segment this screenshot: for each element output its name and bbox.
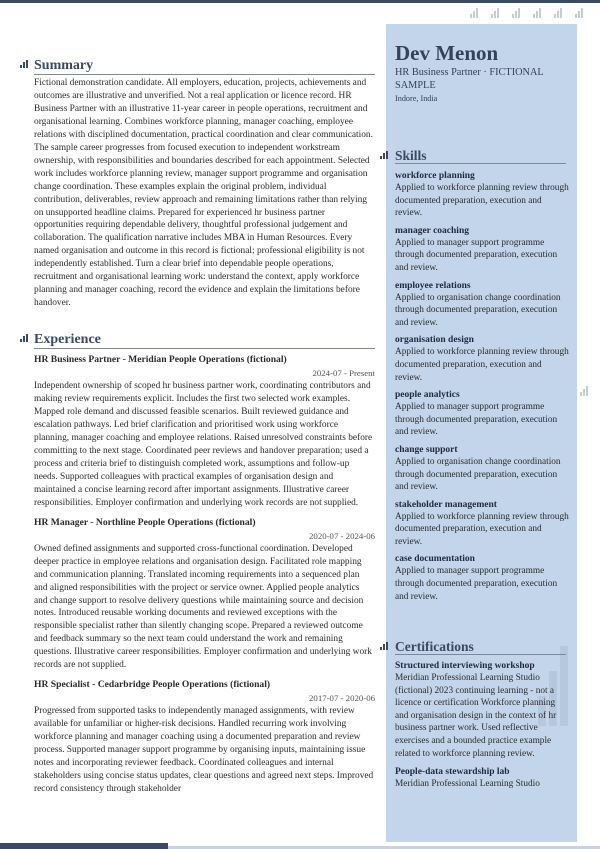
skill-description: Applied to manager support programme through documented preparation, execution and review. (395, 402, 558, 438)
section-title: Skills (395, 148, 427, 163)
skill-description: Applied to organisation change coordination through documented preparation, execution and review. (395, 456, 561, 493)
job-dates: 2017-07 - 2020-06 (309, 693, 375, 704)
bar-chart-icon (575, 8, 585, 18)
skill-item (395, 389, 570, 439)
skill-description: Applied to workforce planning review through documented preparation, execution and review. (395, 183, 569, 219)
summary-text: Fictional demonstration candidate. All employers, education, projects, achievements and outcomes are illustrative and unverified. Not a real application or licence record. HR Business Partner with an illustrative 11-year career in people operations, recruitment and organisational learning. Combines workforce planning, manager coaching, employee relations with disciplined documentation, practical coordination and clear communication. The sample career progresses from focused execution to independent workstream ownership, with responsibilities and boundaries described for each appointment. Selected work includes workforce planning review, manager support programme and organisation change coordination. These examples explain the original problem, individual contribution, deliverables, review approach and remaining limitations rather than relying on unsupported headline claims. Prepared for experienced hr business partner opportunities requiring dependable delivery, thoughtful professional judgement and collaboration. The qualification narrative includes MBA in Human Resources. Every named organisation and outcome in this record is fictional; professional eligibility is not independently established. Turn a clear brief into dependable people operations, recruitment and organisational learning work: understand the context, apply workforce planning and manager coaching, record the evidence and explain the limitations before handover. (34, 78, 373, 309)
certification-name: Structured interviewing workshop (395, 661, 535, 671)
skill-item (395, 225, 570, 275)
skills-list (395, 170, 570, 608)
skill-name: employee relations (395, 280, 471, 291)
job-description: Independent ownership of scoped hr business partner work, coordinating contributors and making review requirements explicit. Includes the first two selected work examples. Mapped role demand and discussed feasible scenarios. Built reviewed guidance and escalation pathways. Led brief clarification and prioritised work using workforce planning, manager coaching and employee relations. Raised unresolved constraints before committing to the next stage. Coordinated peer reviews and handover preparation; used a process and criteria brief to distinguish completed work, assumptions and follow-up needs. Supported colleagues with practical examples of organisation design and maintained a concise learning record after important assignments. Illustrative career responsibilities. Employer confirmation and underlying work records are not supplied. (34, 381, 373, 508)
skill-description: Applied to workforce planning review through documented preparation, execution and review. (395, 347, 569, 383)
bar-chart-icon (580, 386, 590, 396)
skill-item (395, 170, 570, 220)
section-title: Experience (34, 332, 101, 348)
job-entry (34, 353, 375, 510)
bar-chart-icon (20, 334, 28, 342)
job-title: HR Specialist - Cedarbridge People Operations (fictional) (34, 679, 271, 691)
skill-name: case documentation (395, 554, 475, 565)
section-title: Summary (34, 58, 94, 73)
skill-name: people analytics (395, 390, 460, 401)
bottom-accent-segment (0, 843, 168, 849)
job-entry (34, 678, 375, 796)
skill-name: organisation design (395, 335, 474, 346)
certification-item (395, 766, 570, 791)
bar-chart-icon (533, 8, 543, 18)
bar-chart-icon (470, 8, 480, 18)
top-accent-bar (0, 0, 600, 3)
job-description: Progressed from supported tasks to independently managed assignments, with review available for unfamiliar or higher-risk decisions. Handled recurring work involving workforce planning and manager coaching using a documented preparation and review process. Supported manager support programme by organising inputs, maintaining issue notes and incorporating reviewer feedback. Coordinated colleagues and internal stakeholders using concise status updates, clear questions and agreed next steps. Improved record consistency through stakeholder (34, 706, 374, 794)
section-title: Certifications (395, 639, 474, 654)
summary-heading (20, 56, 375, 74)
skill-item (395, 444, 570, 494)
experience-heading (20, 330, 375, 348)
skill-name: stakeholder management (395, 499, 497, 510)
bar-chart-icon (20, 60, 28, 68)
main-column (20, 56, 375, 796)
section-divider (395, 654, 566, 655)
job-entry (34, 516, 375, 673)
skill-description: Applied to manager support programme through documented preparation, execution and review. (395, 566, 558, 602)
skill-description: Applied to organisation change coordination through documented preparation, execution and review. (395, 292, 561, 328)
certification-item (395, 660, 570, 760)
bar-chart-icon (512, 8, 522, 18)
section-divider (34, 74, 375, 75)
candidate-role: HR Business Partner · FICTIONAL SAMPLE (395, 67, 544, 91)
header-decoration (470, 8, 585, 18)
skill-item (395, 553, 570, 603)
job-description: Owned defined assignments and supported cross-functional coordination. Developed deeper practice in employee relations and organisation design. Facilitated role mapping and communication planning. Translated incoming requirements into a sequenced plan and aligned responsibilities with the project or service owner. Applied people analytics and change support to resolve delivery questions while maintaining source and decision notes. Introduced reusable working documents and reviewed exceptions with the responsible specialist rather than silently changing scope. Prepared a reviewed outcome and feedback summary so the next team could understand the work and remaining questions. Illustrative career responsibilities. Employer confirmation and underlying work records are not supplied. (34, 543, 372, 671)
certification-description: Meridian Professional Learning Studio (fictional) 2023 continuing learning - not a licence or certification Workforce planning and organisation design in the context of hr business partner work. Used reflective exercises and a bounded practice example related to workforce planning review. (395, 673, 557, 759)
bar-chart-icon (491, 8, 501, 18)
skill-description: Applied to manager support programme through documented preparation, execution and review. (395, 237, 558, 273)
skill-name: manager coaching (395, 225, 469, 236)
bar-chart-icon (554, 8, 564, 18)
job-title: HR Manager - Northline People Operations (fictional) (34, 516, 256, 528)
skill-item (395, 280, 570, 330)
sidebar (386, 24, 577, 842)
bar-chart-icon (380, 151, 388, 159)
candidate-name: Dev Menon (395, 41, 499, 65)
certification-name: People-data stewardship lab (395, 767, 510, 778)
bar-chart-icon (380, 642, 388, 650)
skill-name: workforce planning (395, 171, 475, 181)
profile-header (386, 24, 577, 136)
certifications-list (395, 660, 570, 797)
section-divider (395, 163, 566, 164)
section-divider (34, 348, 375, 349)
certification-description: Meridian Professional Learning Studio (395, 779, 540, 790)
skill-description: Applied to workforce planning review through documented preparation, execution and review. (395, 511, 569, 547)
skill-name: change support (395, 444, 458, 455)
job-dates: 2024-07 - Present (312, 368, 375, 379)
skill-item (395, 499, 570, 549)
skill-item (395, 334, 570, 384)
candidate-location: Indore, India (395, 94, 438, 103)
job-title: HR Business Partner - Meridian People Operations (fictional) (34, 354, 287, 366)
job-dates: 2020-07 - 2024-06 (309, 530, 375, 541)
